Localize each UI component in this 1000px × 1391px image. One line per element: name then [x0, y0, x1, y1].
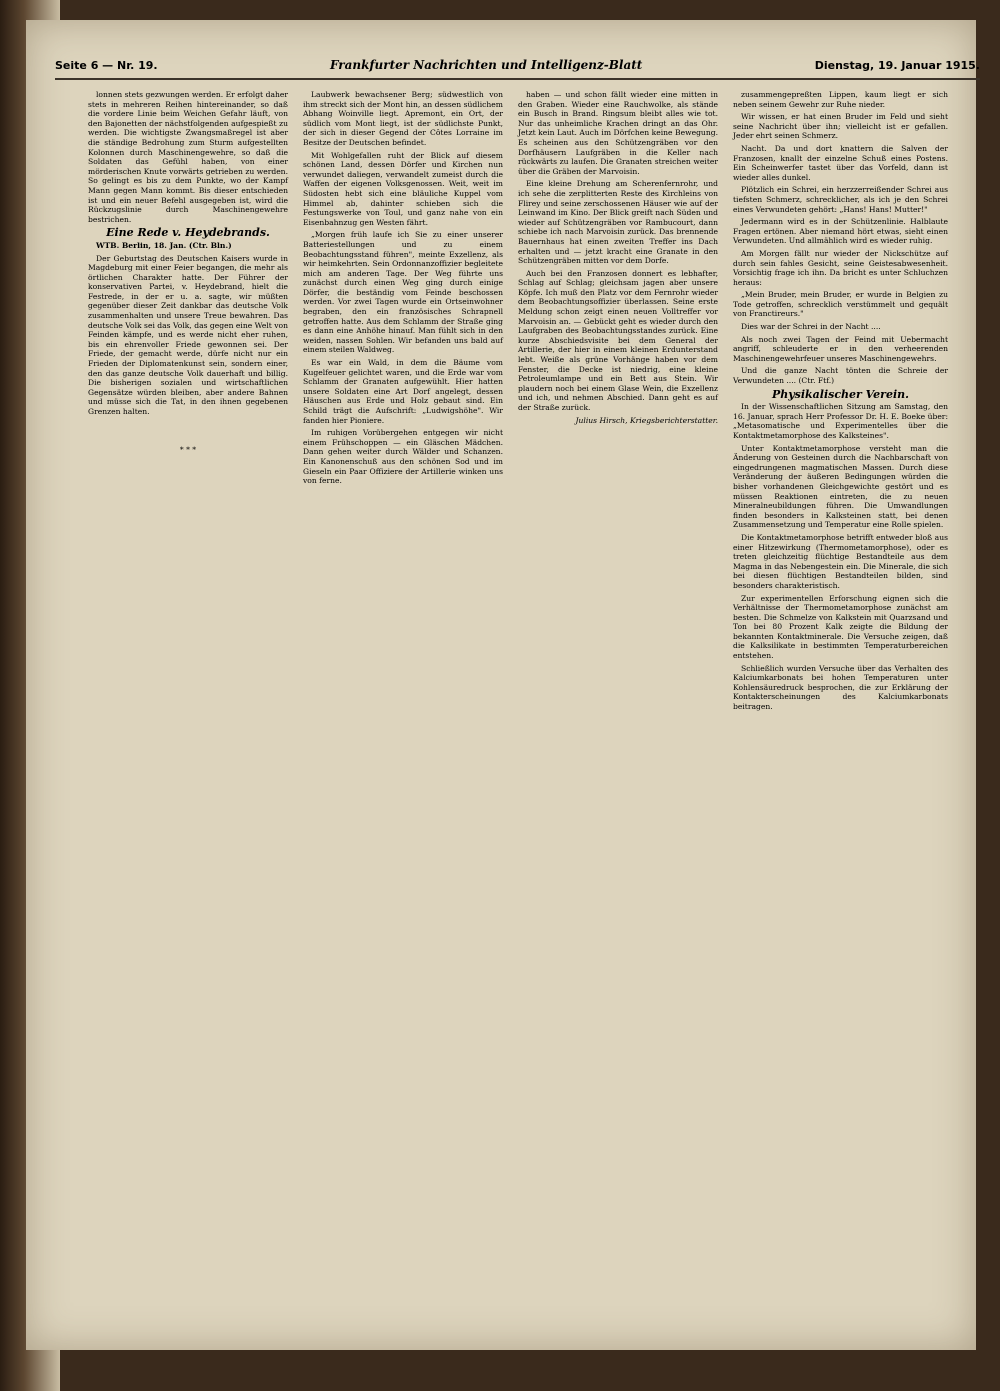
paragraph: Eine kleine Drehung am Scherenfernrohr, und ich sehe die zerplitterten Reste des Kirchleins von Flirey und seine zerschossenen Häuser wie auf der Leinwand im Kino. Der Blick greift nach Süden und wieder auf Schützengräben vor Rambucourt, dann schiebe ich nach Marvoisin zurück. Das brennende Bauernhaus hat einen zweiten Treffer ins Dach erhalten und — jetzt kracht eine Granate in den Schützengräben mitten vor dem Dorfe.	[518, 179, 718, 266]
page-number: Seite 6 — Nr. 19.	[55, 58, 158, 72]
paragraph: Der Geburtstag des Deutschen Kaisers wurde in Magdeburg mit einer Feier begangen, die mehr als örtlichen Charakter hatte. Der Führer der konservativen Partei, v. Heydebrand, hielt die Festrede, in der er u. a. sagte, wir müßten gegenüber dieser Zeit dankbar das deutsche Volk zusammenhalten und unsere Treue bewahren. Das deutsche Volk sei das Volk, das gegen eine Welt von Feinden kämpfe, und es werde nicht eher ruhen, bis ein ehrenvoller Friede gewonnen sei. Der Friede, der gemacht werde, dürfe nicht nur ein Frieden der Diplomatenkunst sein, sondern einer, den das ganze deutsche Volk dauerhaft und billig. Die bisherigen sozialen und wirtschaftlichen Gegensätze würden bleiben, aber andere Bahnen und müsse sich die Tat, in den ihnen gegebenen Grenzen halten.	[88, 253, 288, 416]
paragraph: Schließlich wurden Versuche über das Verhalten des Kalciumkarbonats bei hohen Temperaturen unter Kohlensäuredruck besprochen, die zur Erklärung der Kontakterscheinungen des Kalciumkarbonats beitragen.	[733, 663, 948, 712]
byline: Julius Hirsch, Kriegsberichterstatter.	[575, 415, 718, 425]
paragraph: Laubwerk bewachsener Berg; südwestlich von ihm streckt sich der Mont hin, an dessen südlichem Abhang Woinville liegt. Apremont, ein Ort, der südlich vom Mont liegt, ist der südlichste Punkt, der sich in dieser Gegend der Côtes Lorraine im Besitze der Deutschen befindet.	[303, 90, 503, 147]
article-column-3	[518, 90, 718, 460]
paragraph: „Mein Bruder, mein Bruder, er wurde in Belgien zu Tode getroffen, schrecklich verstümmelt und gequält von Franctireurs."	[733, 290, 948, 319]
paragraph: Wir wissen, er hat einen Bruder im Feld und sieht seine Nachricht über ihn; vielleicht ist er gefallen. Jeder ehrt seinen Schmerz.	[733, 112, 948, 141]
article-column-2	[303, 90, 503, 486]
page-header	[55, 55, 980, 75]
paragraph: Nacht. Da und dort knattern die Salven der Franzosen, knallt der einzelne Schuß eines Postens. Ein Scheinwerfer tastet über das Vorfeld, dann ist wieder alles dunkel.	[733, 143, 948, 182]
headline-rede: Eine Rede v. Heydebrands.	[106, 226, 270, 240]
paragraph: Plötzlich ein Schrei, ein herzzerreißender Schrei aus tiefsten Schmerz, schrecklicher, als ich je den Schrei eines Verwundeten gehört: „Hans! Hans! Mutter!"	[733, 185, 948, 214]
paragraph: In der Wissenschaftlichen Sitzung am Samstag, den 16. Januar, sprach Herr Professor Dr. H. E. Boeke über: „Metasomatische und Experimentelles über die Kontaktmetamorphose des Kalksteines".	[733, 402, 948, 440]
paragraph: haben — und schon fällt wieder eine mitten in den Graben. Wieder eine Rauchwolke, als stände ein Busch in Brand. Ringsum bleibt alles wie tot. Nur das unheimliche Krachen dringt an das Ohr. Jetzt kein Laut. Auch im Dörfchen keine Bewegung. Es scheinen aus den Schützengräben vor den Dorfhäusern Laufgräben in die Keller nach rückwärts zu laufen. Die Granaten streichen weiter über die Gräben der Marvoisin.	[518, 90, 718, 176]
paragraph: Es war ein Wald, in dem die Bäume vom Kugelfeuer gelichtet waren, und die Erde war vom Schlamm der Granaten aufgewühlt. Hier hatten unsere Soldaten eine Art Dorf angelegt, dessen Häuschen aus Erde und Holz gebaut sind. Ein Schild trägt die Aufschrift: „Ludwigshöhe". Wir fanden hier Pioniere.	[303, 358, 503, 425]
paragraph: Jedermann wird es in der Schützenlinie. Halblaute Fragen ertönen. Aber niemand hört etwas, sieht einen Verwundeten. Und allmählich wird es wieder ruhig.	[733, 217, 948, 246]
paragraph: Zur experimentellen Erforschung eignen sich die Verhältnisse der Thermometamorphose zunächst am besten. Die Schmelze von Kalkstein mit Quarzsand und Ton bei 80 Prozent Kalk zeigte die Bildung der bekannten Kontaktminerale. Die Versuche zeigen, daß die Kalksilikate in bestimmten Temperaturbereichen entstehen.	[733, 593, 948, 661]
newspaper-title: Frankfurter Nachrichten und Intelligenz-Blatt	[329, 58, 643, 72]
issue-date: Dienstag, 19. Januar 1915.	[814, 58, 980, 72]
dateline: WTB. Berlin, 18. Jan. (Ctr. Bln.)	[96, 240, 232, 250]
paragraph: Im ruhigen Vorübergehen entgegen wir nicht einem Frühschoppen — ein Gläschen Mädchen. Dann gehen weiter durch Wälder und Schanzen. Ein Kanonenschuß aus den schönen Sod und im Gieseln ein Paar Offiziere der Artillerie winken uns von ferne.	[303, 428, 503, 486]
paragraph: Und die ganze Nacht tönten die Schreie der Verwundeten .... (Ctr. Ftf.)	[733, 366, 948, 386]
paragraph: Auch bei den Franzosen donnert es lebhafter, Schlag auf Schlag; gleichsam jagen aber unsere Köpfe. Ich muß den Platz vor dem Fernrohr wieder dem Beobachtungsoffizier überlassen. Seine erste Meldung schon zeigt einen neuen Volltreffer vor Marvoisin an. — Gebückt geht es wieder durch den Laufgraben des Beobachtungsstandes zurück. Eine kurze Abschiedsvisite bei dem General der Artillerie, der hier in einem kleinen Erdunterstand lebt. Weiße als grüne Vorhänge haben vor dem Fenster, die Decke ist niedrig, eine kleine Petroleumlampe und ein Bett aus Stein. Wir plaudern noch bei einem Glase Wein, die Exzellenz und ich, und nehmen Abschied. Dann geht es auf der Straße zurück.	[518, 268, 718, 412]
stars-divider: * * *	[179, 445, 197, 454]
article-column-4	[733, 90, 948, 712]
paragraph: Als noch zwei Tagen der Feind mit Uebermacht angriff, schleuderte er in den verheerenden Maschinengewehrfeuer unseres Maschinengewehrs.	[733, 334, 948, 363]
paragraph: Die Kontaktmetamorphose betrifft entweder bloß aus einer Hitzewirkung (Thermometamorphose), oder es treten gleichzeitig flüchtige Bestandteile aus dem Magma in das Nebengestein ein. Die Minerale, die sich bei diesen flüchtigen Bestandteilen bilden, sind besonders charakteristisch.	[733, 532, 948, 590]
headline-verein: Physikalischer Verein.	[772, 387, 909, 401]
paragraph: „Morgen früh laufe ich Sie zu einer unserer Batteriestellungen und zu einem Beobachtungsstand führen", meinte Exzellenz, als wir heimkehrten. Sein Ordonnanzoffizier begleitete mich am anderen Tage. Der Weg führte uns zunächst durch einen Weg ging durch einige Dörfer, die beständig vom Feinde beschossen werden. Vor zwei Tagen wurde ein Ortseinwohner begraben, den ein französisches Schrapnell getroffen hatte. Aus dem Schlamm der Straße ging es dann eine Anhöhe hinauf. Man fühlt sich in den weiden, nassen Sohlen. Wir befanden uns bald auf einem steilen Waldweg.	[303, 230, 503, 355]
article-column-1	[88, 90, 288, 460]
paragraph: lonnen stets gezwungen werden. Er erfolgt daher stets in mehreren Reihen hintereinander, so daß die vordere Linie beim Weichen Gefahr läuft, von den Bajonetten der nächstfolgenden aufgespießt zu werden. Die wichtigste Zwangsmaßregel ist aber die ständige Bedrohung zum Sturm aufgestellten Kolonnen durch Maschinengewehre, so daß die Soldaten das Gefühl haben, von einer mörderischen Knute vorwärts getrieben zu werden. So gelingt es bis zu dem Punkte, wo der Kampf Mann gegen Mann kommt. Bis dieser entschieden ist und ein neuer Befehl ausgegeben ist, wird die Rückzugslinie durch Maschinengewehre bestrichen.	[88, 90, 288, 224]
paragraph: Unter Kontaktmetamorphose versteht man die Änderung von Gesteinen durch die Nachbarschaft von eingedrungenen magmatischen Massen. Durch diese Veränderung der äußeren Bedingungen würden die bisher vorhandenen Gleichgewichte gestört und es müssen Reaktionen eintreten, die zu neuen Mineralneubildungen führen. Die Umwandlungen finden besonders in Kalksteinen statt, bei denen Zusammensetzung und Temperatur eine Rolle spielen.	[733, 443, 948, 530]
header-rule	[55, 78, 980, 80]
paragraph: Am Morgen fällt nur wieder der Nickschütze auf durch sein fahles Gesicht, seine Geistesabwesenheit. Vorsichtig frage ich ihn. Da bricht es unter Schluchzen heraus:	[733, 248, 948, 287]
paragraph: Dies war der Schrei in der Nacht ....	[741, 322, 881, 332]
paragraph: Mit Wohlgefallen ruht der Blick auf diesem schönen Land, dessen Dörfer und Kirchen nun verwundet daliegen, verwandelt zumeist durch die Waffen der eigenen Volksgenossen. Weit, weit im Südosten hebt sich eine bläuliche Kuppel vom Himmel ab, dahinter schieben sich die Festungswerke von Toul, und ganz nahe von ein Eisenbahnzug gen Westen fährt.	[303, 150, 503, 227]
paragraph: zusammengepreßten Lippen, kaum liegt er sich neben seinem Gewehr zur Ruhe nieder.	[733, 90, 948, 109]
